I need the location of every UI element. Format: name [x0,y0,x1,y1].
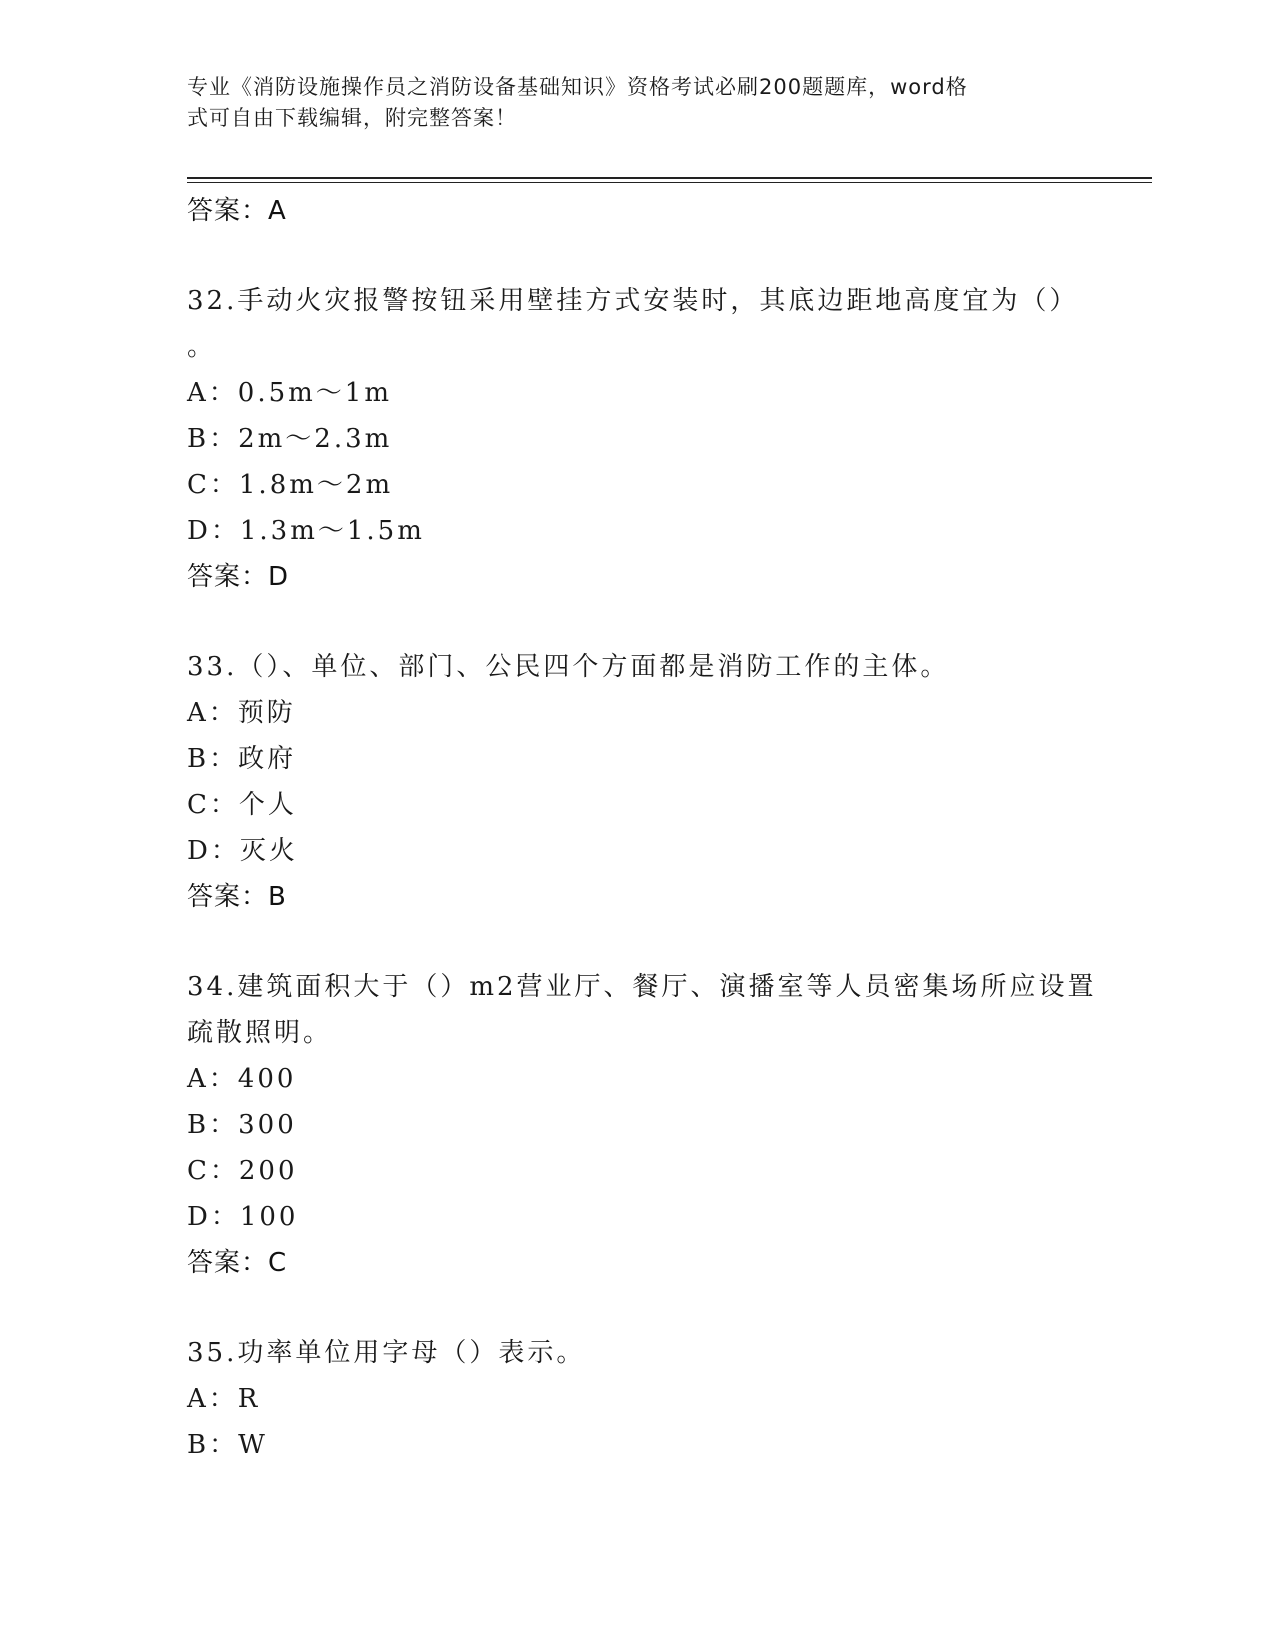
question-stem-continued: 疏散照明。 [187,1018,333,1048]
header-line-2: 式可自由下载编辑，附完整答案！ [187,106,517,130]
option-d: D：100 [187,1202,299,1232]
question-stem: 33.（）、单位、部门、公民四个方面都是消防工作的主体。 [187,652,950,682]
option-a: A：预防 [187,698,296,728]
question-stem: 34.建筑面积大于（）m2营业厅、餐厅、演播室等人员密集场所应设置 [187,972,1097,1002]
option-b: B：2m～2.3m [187,424,393,454]
question-stem: 35.功率单位用字母（）表示。 [187,1338,586,1368]
option-b: B：300 [187,1110,297,1140]
option-a: A：R [187,1384,261,1414]
option-b: B：W [187,1430,268,1460]
answer: 答案：D [187,562,290,592]
question-33 [187,644,1087,920]
question-list [187,188,1097,1468]
option-c: C：个人 [187,790,297,820]
question-stem-continued: 。 [187,332,217,362]
header-line-1: 专业《消防设施操作员之消防设备基础知识》资格考试必刷200题题库，word格 [187,75,968,99]
answer: 答案：C [187,1248,288,1278]
answer: 答案：B [187,882,287,912]
question-35 [187,1330,1087,1468]
option-a: A：0.5m～1m [187,378,392,408]
option-b: B：政府 [187,744,297,774]
document-header [187,72,1067,134]
option-c: C：200 [187,1156,298,1186]
header-divider-thin [187,182,1152,183]
option-c: C：1.8m～2m [187,470,394,500]
question-34 [187,964,1097,1286]
option-d: D：1.3m～1.5m [187,516,425,546]
question-32 [187,278,1087,600]
question-stem: 32.手动火灾报警按钮采用壁挂方式安装时，其底边距地高度宜为（） [187,286,1079,316]
header-divider [187,177,1152,179]
option-a: A：400 [187,1064,297,1094]
previous-answer: 答案：A [187,196,287,226]
option-d: D：灭火 [187,836,298,866]
